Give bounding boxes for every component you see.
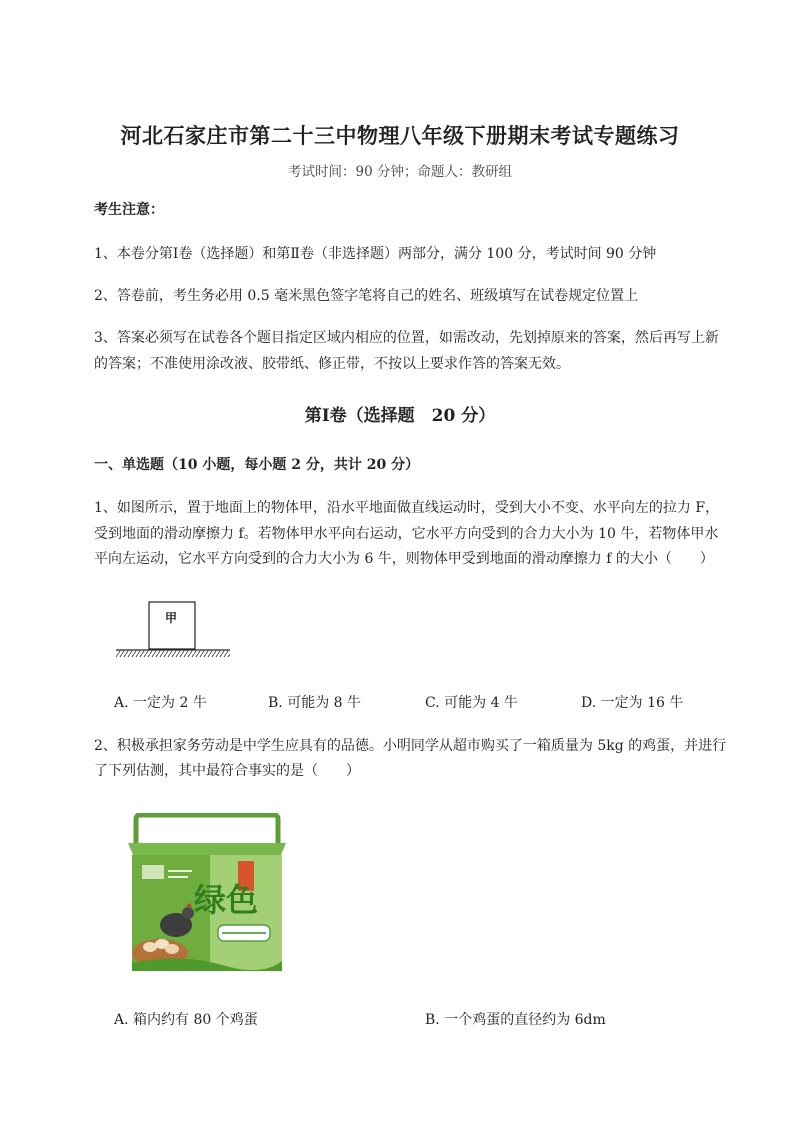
notice-item-3-line1: 3、答案必须写在试卷各个题目指定区域内相应的位置，如需改动，先划掉原来的答案，然后再写上新 [94, 330, 719, 346]
q1-option-d[interactable]: D. 一定为 16 牛 [581, 695, 684, 711]
ground-hatch [116, 651, 230, 657]
page-subtitle: 考试时间：90 分钟；命题人：教研组 [288, 164, 512, 180]
q2-option-a[interactable]: A. 箱内约有 80 个鸡蛋 [114, 1012, 258, 1028]
block-label: 甲 [165, 611, 178, 625]
q2-option-b[interactable]: B. 一个鸡蛋的直径约为 6dm [425, 1012, 606, 1028]
q1-option-c[interactable]: C. 可能为 4 牛 [425, 695, 518, 711]
q1-figure [114, 600, 234, 662]
q1-stem-line3: 平向左运动，它水平方向受到的合力大小为 6 牛，则物体甲受到地面的滑动摩擦力 f 的大小（ ） [94, 551, 714, 567]
q1-stem-line1: 1、如图所示，置于地面上的物体甲，沿水平地面做直线运动时，受到大小不变、水平向左的拉力 F， [94, 500, 720, 516]
q2-stem-line2: 了下列估测，其中最符合事实的是（ ） [94, 763, 360, 779]
notice-item-2: 2、答卷前，考生务必用 0.5 毫米黑色签字笔将自己的姓名、班级填写在试卷规定位置上 [94, 288, 639, 304]
egg-box-illustration [122, 813, 292, 975]
section-title: 第Ⅰ卷（选择题 20 分） [304, 406, 496, 426]
notice-heading: 考生注意： [94, 202, 164, 218]
part-heading: 一、单选题（10 小题，每小题 2 分，共计 20 分） [94, 457, 420, 473]
q1-option-a[interactable]: A. 一定为 2 牛 [114, 695, 207, 711]
q2-stem-line1: 2、积极承担家务劳动是中学生应具有的品德。小明同学从超市购买了一箱质量为 5kg 的鸡蛋，并进行 [94, 738, 727, 754]
notice-item-3-line2: 的答案；不准使用涂改液、胶带纸、修正带，不按以上要求作答的答案无效。 [94, 356, 570, 372]
q1-option-b[interactable]: B. 可能为 8 牛 [268, 695, 361, 711]
q1-stem-line2: 受到地面的滑动摩擦力 f。若物体甲水平向右运动，它水平方向受到的合力大小为 10 牛，若物体甲水 [94, 526, 719, 542]
notice-item-1: 1、本卷分第Ⅰ卷（选择题）和第Ⅱ卷（非选择题）两部分，满分 100 分，考试时间 90 分钟 [94, 246, 657, 262]
egg-box-image [122, 813, 292, 975]
page-title: 河北石家庄市第二十三中物理八年级下册期末考试专题练习 [120, 123, 680, 148]
box-brand-text: 绿色 [194, 881, 259, 919]
